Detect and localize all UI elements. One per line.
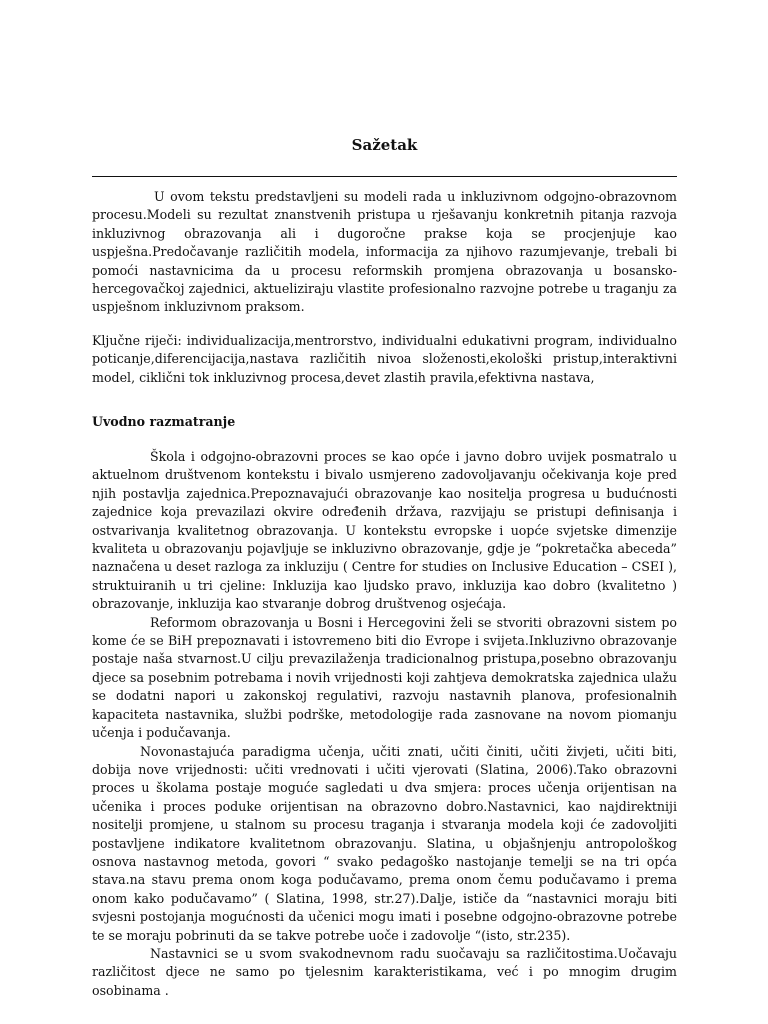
body-paragraph-4: Nastavnici se u svom svakodnevnom radu suočavaju sa različitostima.Uočavaju različitost djece ne samo po tjelesnim karakteristikama, već i po mnogim drugim osobinama .	[92, 945, 677, 998]
body-paragraph-2: Reformom obrazovanja u Bosni i Hercegovini želi se stvoriti obrazovni sistem po kome će se BiH prepoznavati i istovremeno biti dio Evrope i svijeta.Inkluzivno obrazovanje postaje naša stvarnost.U cilju prevazilaženja tradicionalnog pristupa,posebno obrazovanju djece sa posebnim potrebama i novih vrijednosti koji zahtjeva demokratska zajednica ulažu se dodatni napori u zakonskoj regulativi, razvoju nastavnih planova, profesionalnih kapaciteta nastavnika, službi podrške, metodologije rada zasnovane na novom piomanju učenja i podučavanja.	[92, 614, 677, 741]
document-title: Sažetak	[351, 136, 418, 154]
section-title: Uvodno razmatranje	[92, 414, 236, 429]
keywords-paragraph: Ključne riječi: individualizacija,mentrorstvo, individualni edukativni program, individualno poticanje,diferencijacija,nastava različitih nivoa složenosti,ekološki pristup,interaktivni model, ciklični tok inkluzivnog procesa,devet zlastih pravila,efektivna nastava,	[92, 333, 677, 385]
body-paragraph-1: Škola i odgojno-obrazovni proces se kao opće i javno dobro uvijek posmatralo u aktuelnom društvenom kontekstu i bivalo usmjereno zadovoljavanju očekivanja koje pred njih postavlja zajednica.Prepoznavajući obrazovanje kao nositelja progresa u budućnosti zajednice koja prevazilazi okvire određenih država, razvijaju se pristupi definisanja i ostvarivanja kvalitetnog obrazovanja. U kontekstu evropske i uopće svjetske dimenzije kvaliteta u obrazovanju pojavljuje se inkluzivno obrazovanje, gdje je “pokretačka abeceda” naznačena u deset razloga za inkluziju ( Centre for studies on Inclusive Education – CSEI ), struktuiranih u tri cjeline: Inkluzija kao ljudsko pravo, inkluzija kao dobro (kvalitetno ) obrazovanje, inkluzija kao stvaranje dobrog društvenog osjećaja.	[92, 449, 677, 612]
abstract-paragraph: U ovom tekstu predstavljeni su modeli rada u inkluzivnom odgojno-obrazovnom procesu.Modeli su rezultat znanstvenih pristupa u rješavanju konkretnih pitanja razvoja inkluzivnog obrazovanja ali i dugoročne prakse koja se procjenjuje kao uspješna.Predočavanje različitih modela, informacija za njihovo razumjevanje, trebali bi pomoći nastavnicima da u procesu reformskih promjena obrazovanja u bosansko-hercegovačkoj zajednici, aktueliziraju vlastite profesionalno razvojne potrebe u traganju za uspješnom inkluzivnom praksom.	[92, 189, 677, 315]
body-text	[92, 448, 677, 1000]
title-divider	[92, 176, 677, 177]
body-paragraph-3: Novonastajuća paradigma učenja, učiti znati, učiti činiti, učiti živjeti, učiti biti, dobija nove vrijednosti: učiti vrednovati i učiti vjerovati (Slatina, 2006).Tako obrazovni proces u školama postaje moguće sagledati u dva smjera: proces učenja orijentisan na učenika i proces poduke orijentisan na obrazovno dobro.Nastavnici, kao najdirektniji nositelji promjene, u stalnom su procesu traganja i stvaranja modela koji će zadovoljiti postavljene indikatore kvalitetnom obrazovanju. Slatina, u objašnjenju antropološkog osnova nastavnog metoda, govori “ svako pedagoško nastojanje temelji se na tri opća stava.na stavu prema onom koga podučavamo, prema onom čemu podučavamo i prema onom kako podučavamo” ( Slatina, 1998, str.27).Dalje, ističe da “nastavnici moraju biti svjesni postojanja mogućnosti da učenici mogu imati i posebne odgojno-obrazovne potrebe te se moraju pobrinuti da se takve potrebe uoče i zadovolje “(isto, str.235).	[92, 743, 677, 943]
